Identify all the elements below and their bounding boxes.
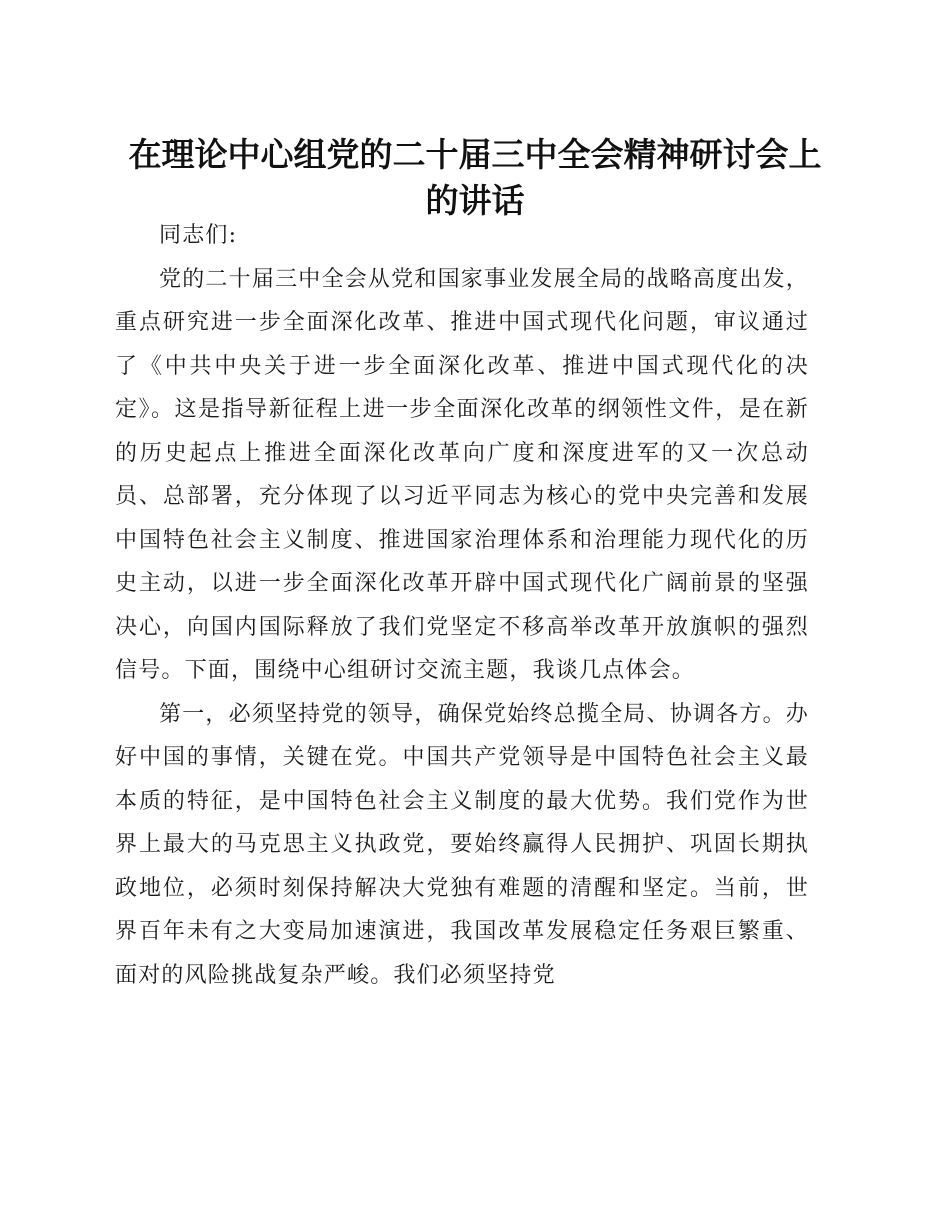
paragraph-intro: 党的二十届三中全会从党和国家事业发展全局的战略高度出发，重点研究进一步全面深化改革、推进中国式现代化问题，审议通过了《中共中央关于进一步全面深化改革、推进中国式现代化的决定》。这是指导新征程上进一步全面深化改革的纲领性文件，是在新的历史起点上推进全面深化改革向广度和深度进军的又一次总动员、总部署，充分体现了以习近平同志为核心的党中央完善和发展中国特色社会主义制度、推进国家治理体系和治理能力现代化的历史主动，以进一步全面深化改革开辟中国式现代化广阔前景的坚强决心，向国内国际释放了我们党坚定不移高举改革开放旗帜的强烈信号。下面，围绕中心组研讨交流主题，我谈几点体会。 [115,266,809,683]
document-title: 在理论中心组党的二十届三中全会精神研讨会上的讲话 [128,135,822,220]
document-body [115,214,809,997]
salutation: 同志们: [159,223,238,248]
paragraph-first-point: 第一，必须坚持党的领导，确保党始终总揽全局、协调各方。办好中国的事情，关键在党。中国共产党领导是中国特色社会主义最本质的特征，是中国特色社会主义制度的最大优势。我们党作为世界上最大的马克思主义执政党，要始终赢得人民拥护、巩固长期执政地位，必须时刻保持解决大党独有难题的清醒和坚定。当前，世界百年未有之大变局加速演进，我国改革发展稳定任务艰巨繁重、面对的风险挑战复杂严峻。我们必须坚持党 [115,701,809,988]
